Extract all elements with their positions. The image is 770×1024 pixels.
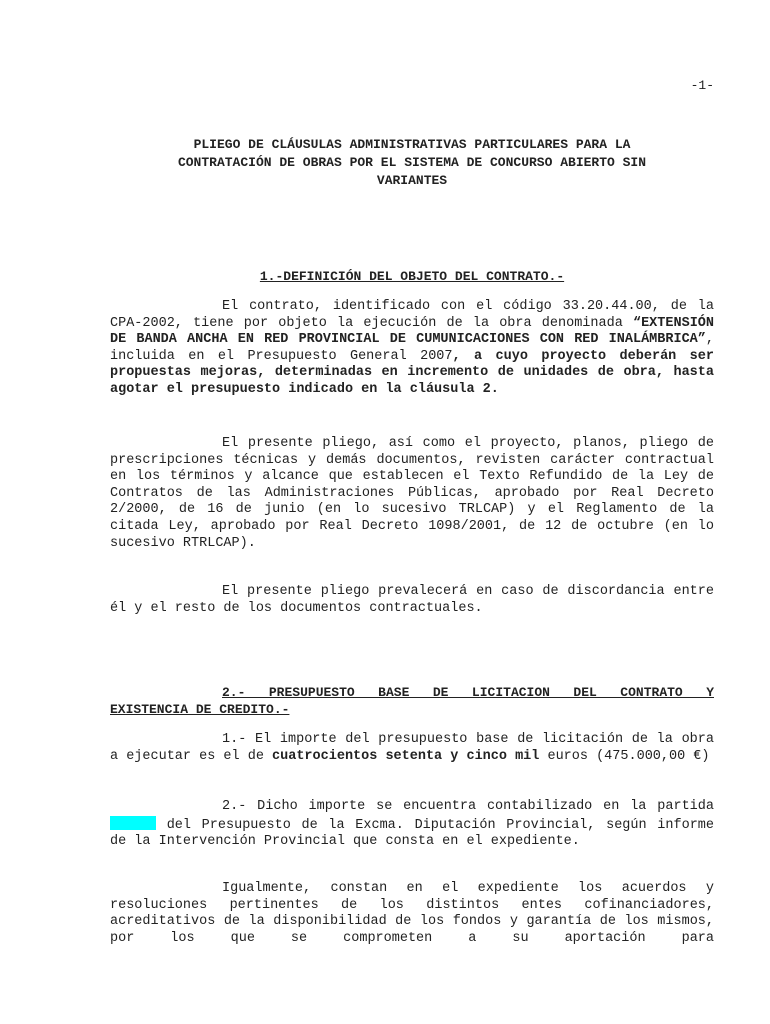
bold-text: , a cuyo proyecto deberán ser propuestas mejoras, determinadas en incremento de unidades de obra, hasta agotar el presupuesto indicado en la cláusula 2. — [110, 348, 714, 397]
document-title — [110, 136, 714, 190]
paragraph-text: El presente pliego prevalecerá en caso de discordancia entre él y el resto de los documentos contractuales. — [110, 584, 714, 616]
section-1-paragraph-2 — [110, 436, 714, 552]
paragraph-text: del Presupuesto de la Excma. Diputación Provincial, según informe de la Intervención Provincial que consta en el expediente. — [110, 817, 714, 850]
section-2-heading-line: EXISTENCIA DE CREDITO.- — [110, 702, 290, 717]
amount-in-words: cuatrocientos setenta y cinco mil — [272, 748, 540, 764]
page-number: -1- — [690, 78, 714, 93]
paragraph-text: euros (475.000,00 €) — [539, 748, 710, 764]
section-1-heading — [110, 268, 714, 285]
title-line: CONTRATACIÓN DE OBRAS POR EL SISTEMA DE CONCURSO ABIERTO SIN — [177, 155, 647, 170]
highlighted-blank — [110, 816, 156, 830]
section-1-paragraph-3 — [110, 584, 714, 617]
section-2-heading — [110, 684, 714, 718]
section-1-heading-text: 1.-DEFINICIÓN DEL OBJETO DEL CONTRATO.- — [259, 269, 565, 284]
paragraph-text: Igualmente, constan en el expediente los acuerdos y resoluciones pertinentes de los distintos entes cofinanciadores, acreditativos de la disponibilidad de los fondos y garantía de los mismos, por los que se comprometen a su aportación para — [110, 881, 714, 946]
section-2-paragraph-3 — [110, 881, 714, 947]
title-line: PLIEGO DE CLÁUSULAS ADMINISTRATIVAS PARTICULARES PARA LA — [193, 137, 631, 152]
paragraph-text: El contrato, identificado con el código 33.20.44.00, de la CPA-2002, tiene por objeto la ejecución de la obra denominada — [110, 299, 714, 331]
paragraph-text: 2.- Dicho importe se encuentra contabilizado en la partida — [222, 799, 714, 814]
paragraph-text: El presente pliego, así como el proyecto, planos, pliego de prescripciones técnicas y demás documentos, revisten carácter contractual en los términos y alcance que establecen el Texto Refundido de la Ley de Contratos de las Administraciones Públicas, aprobado por Real Decreto 2/2000, de 16 de junio (en lo sucesivo TRLCAP) y el Reglamento de la citada Ley, aprobado por Real Decreto 1098/2001, de 12 de octubre (en lo sucesivo RTRLCAP). — [110, 436, 714, 551]
section-2-paragraph-1 — [110, 732, 714, 765]
obra-name: “EXTENSIÓN DE BANDA ANCHA EN RED PROVINCIAL DE CUMUNICACIONES CON RED INALÁMBRICA” — [110, 315, 714, 348]
section-1-paragraph-1 — [110, 299, 714, 399]
section-2-paragraph-2 — [110, 799, 714, 851]
section-2-heading-line: 2.- PRESUPUESTO BASE DE LICITACION DEL CONTRATO Y — [222, 685, 714, 700]
paragraph-text: 1.- El importe del presupuesto base de licitación de la obra a ejecutar es el de — [110, 732, 714, 764]
title-line: VARIANTES — [376, 173, 448, 188]
paragraph-text: , incluida en el Presupuesto General 2007 — [110, 332, 714, 364]
